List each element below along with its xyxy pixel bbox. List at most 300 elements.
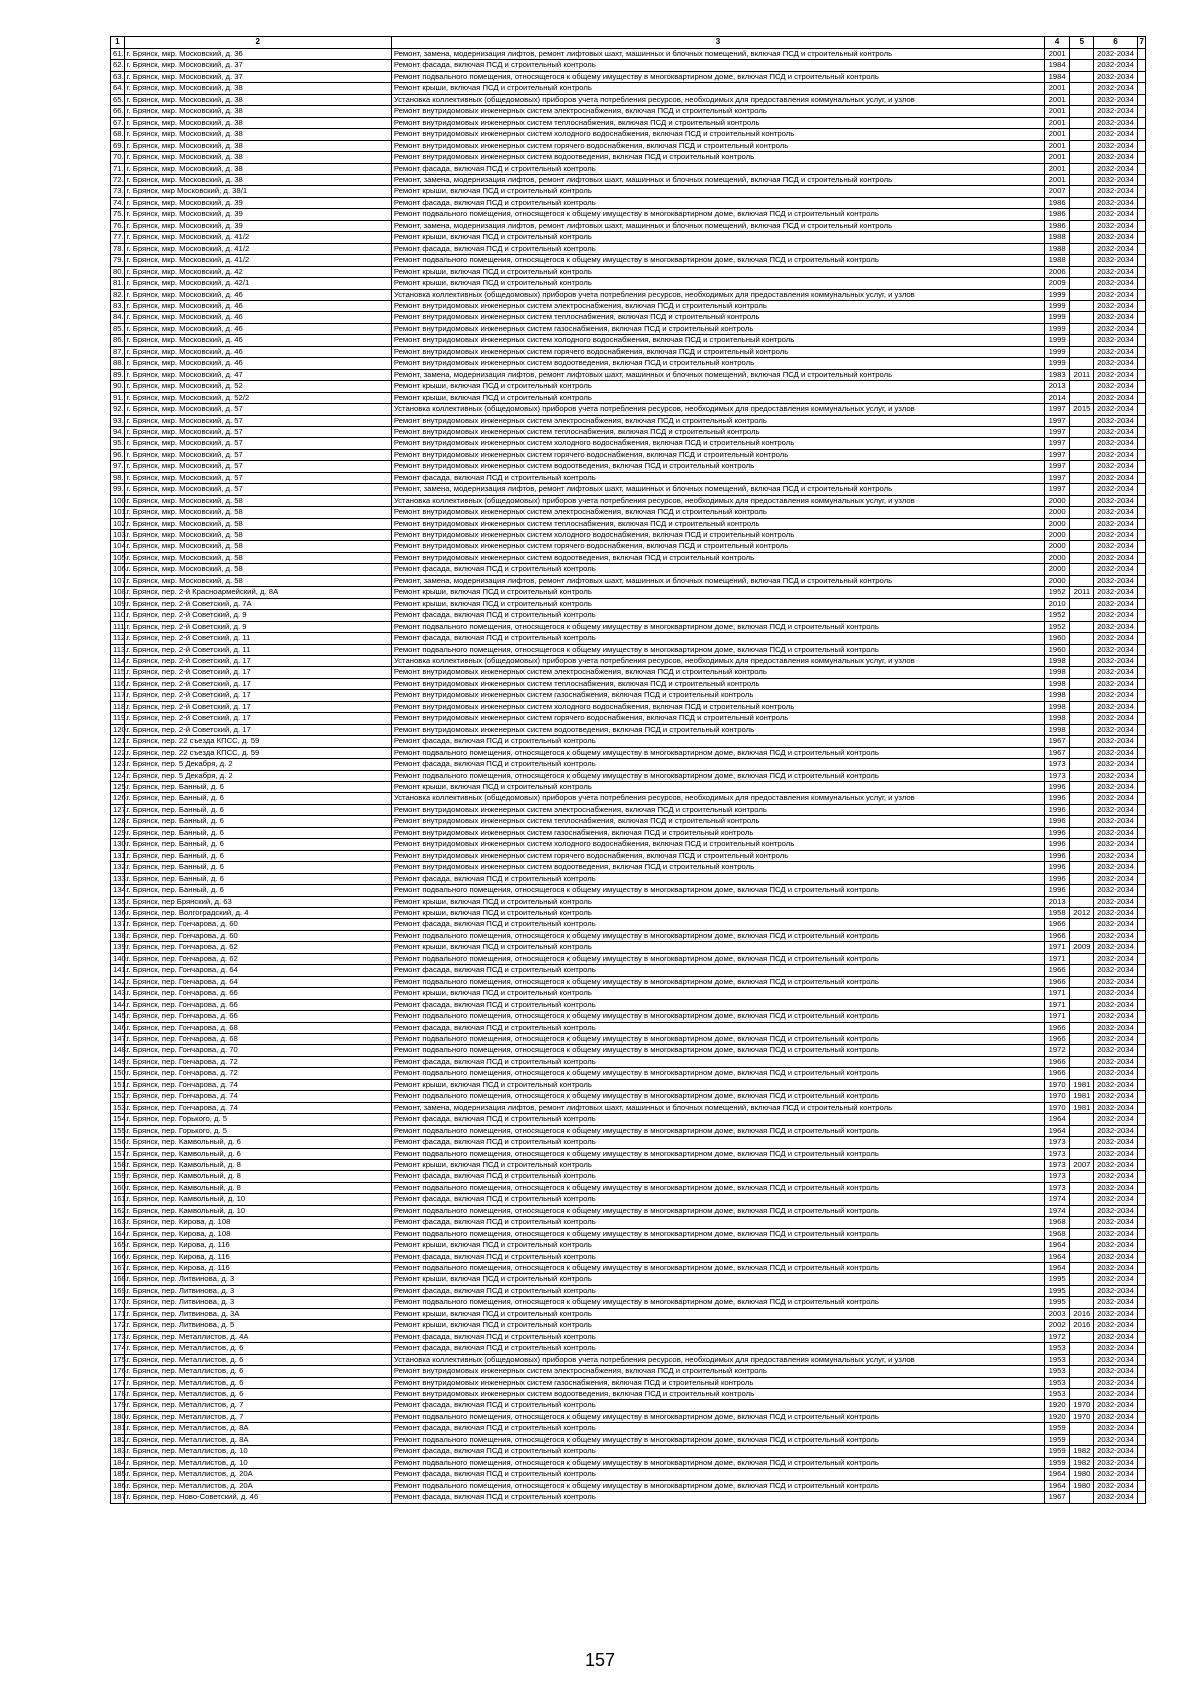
year-built-cell: 1995 [1045, 1297, 1070, 1308]
note-cell [1137, 678, 1145, 689]
last-repair-year-cell: 2011 [1070, 587, 1094, 598]
year-built-cell: 1998 [1045, 667, 1070, 678]
work-type-cell: Ремонт фасада, включая ПСД и строительный контроль [391, 736, 1044, 747]
work-type-cell: Ремонт подвального помещения, относящегося к общему имуществу в многоквартирном доме, включая ПСД и строительный контроль [391, 1434, 1044, 1445]
work-type-cell: Ремонт подвального помещения, относящегося к общему имуществу в многоквартирном доме, включая ПСД и строительный контроль [391, 71, 1044, 82]
note-cell [1137, 1011, 1145, 1022]
note-cell [1137, 266, 1145, 277]
planned-period-cell: 2032-2034 [1094, 1137, 1137, 1148]
address-cell: г. Брянск, пер. Банный, д. 6 [124, 862, 391, 873]
last-repair-year-cell [1070, 186, 1094, 197]
year-built-cell: 2001 [1045, 174, 1070, 185]
note-cell [1137, 976, 1145, 987]
address-cell: г. Брянск, пер. Камвольный, д. 6 [124, 1137, 391, 1148]
note-cell [1137, 942, 1145, 953]
note-cell [1137, 358, 1145, 369]
table-row [111, 827, 1146, 838]
year-built-cell: 1971 [1045, 999, 1070, 1010]
last-repair-year-cell [1070, 667, 1094, 678]
address-cell: г. Брянск, пер. 2-й Советский, д. 9 [124, 621, 391, 632]
row-number-cell: 110. [111, 610, 125, 621]
row-number-cell: 98. [111, 472, 125, 483]
table-row [111, 1457, 1146, 1468]
note-cell [1137, 71, 1145, 82]
note-cell [1137, 140, 1145, 151]
last-repair-year-cell [1070, 1366, 1094, 1377]
year-built-cell: 1966 [1045, 1068, 1070, 1079]
row-number-cell: 90. [111, 381, 125, 392]
address-cell: г. Брянск, пер. Гончарова, д. 74 [124, 1091, 391, 1102]
work-type-cell: Ремонт крыши, включая ПСД и строительный контроль [391, 392, 1044, 403]
planned-period-cell: 2032-2034 [1094, 965, 1137, 976]
note-cell [1137, 152, 1145, 163]
work-type-cell: Ремонт внутридомовых инженерных систем водоотведения, включая ПСД и строительный контроль [391, 862, 1044, 873]
planned-period-cell: 2032-2034 [1094, 1285, 1137, 1296]
planned-period-cell: 2032-2034 [1094, 449, 1137, 460]
planned-period-cell: 2032-2034 [1094, 610, 1137, 621]
year-built-cell: 2000 [1045, 575, 1070, 586]
year-built-cell: 1974 [1045, 1194, 1070, 1205]
note-cell [1137, 346, 1145, 357]
year-built-cell: 2001 [1045, 49, 1070, 60]
planned-period-cell: 2032-2034 [1094, 140, 1137, 151]
work-type-cell: Ремонт крыши, включая ПСД и строительный контроль [391, 1079, 1044, 1090]
note-cell [1137, 793, 1145, 804]
planned-period-cell: 2032-2034 [1094, 953, 1137, 964]
address-cell: г. Брянск, пер. Камвольный, д. 10 [124, 1194, 391, 1205]
planned-period-cell: 2032-2034 [1094, 1263, 1137, 1274]
planned-period-cell: 2032-2034 [1094, 839, 1137, 850]
year-built-cell: 1996 [1045, 793, 1070, 804]
work-type-cell: Ремонт подвального помещения, относящегося к общему имуществу в многоквартирном доме, включая ПСД и строительный контроль [391, 930, 1044, 941]
planned-period-cell: 2032-2034 [1094, 976, 1137, 987]
table-row [111, 1240, 1146, 1251]
address-cell: г. Брянск, пер. 2-й Советский, д. 17 [124, 701, 391, 712]
work-type-cell: Ремонт внутридомовых инженерных систем водоотведения, включая ПСД и строительный контроль [391, 358, 1044, 369]
planned-period-cell: 2032-2034 [1094, 404, 1137, 415]
year-built-cell: 2000 [1045, 530, 1070, 541]
last-repair-year-cell [1070, 495, 1094, 506]
last-repair-year-cell [1070, 381, 1094, 392]
address-cell: г. Брянск, мкр. Московский, д. 36 [124, 49, 391, 60]
address-cell: г. Брянск, мкр. Московский, д. 39 [124, 209, 391, 220]
table-row [111, 1492, 1146, 1503]
last-repair-year-cell [1070, 598, 1094, 609]
year-built-cell: 1998 [1045, 713, 1070, 724]
address-cell: г. Брянск, пер. Кирова, д. 108 [124, 1228, 391, 1239]
address-cell: г. Брянск, мкр. Московский, д. 38 [124, 117, 391, 128]
last-repair-year-cell [1070, 1194, 1094, 1205]
last-repair-year-cell [1070, 1251, 1094, 1262]
year-built-cell: 1999 [1045, 312, 1070, 323]
note-cell [1137, 988, 1145, 999]
year-built-cell: 2003 [1045, 1308, 1070, 1319]
table-row [111, 1308, 1146, 1319]
year-built-cell: 2000 [1045, 552, 1070, 563]
work-type-cell: Ремонт крыши, включая ПСД и строительный контроль [391, 278, 1044, 289]
table-row [111, 278, 1146, 289]
work-type-cell: Ремонт внутридомовых инженерных систем электроснабжения, включая ПСД и строительный контроль [391, 804, 1044, 815]
work-type-cell: Ремонт крыши, включая ПСД и строительный контроль [391, 1240, 1044, 1251]
planned-period-cell: 2032-2034 [1094, 1354, 1137, 1365]
table-row [111, 587, 1146, 598]
last-repair-year-cell: 2015 [1070, 404, 1094, 415]
work-type-cell: Ремонт подвального помещения, относящегося к общему имуществу в многоквартирном доме, включая ПСД и строительный контроль [391, 953, 1044, 964]
planned-period-cell: 2032-2034 [1094, 71, 1137, 82]
work-type-cell: Ремонт внутридомовых инженерных систем газоснабжения, включая ПСД и строительный контроль [391, 827, 1044, 838]
table-row [111, 885, 1146, 896]
work-type-cell: Ремонт внутридомовых инженерных систем газоснабжения, включая ПСД и строительный контроль [391, 690, 1044, 701]
note-cell [1137, 312, 1145, 323]
last-repair-year-cell [1070, 461, 1094, 472]
work-type-cell: Установка коллективных (общедомовых) приборов учета потребления ресурсов, необходимых для предоставления коммунальных услуг, и узлов [391, 94, 1044, 105]
header-cell-7: 7 [1137, 37, 1145, 49]
note-cell [1137, 747, 1145, 758]
last-repair-year-cell: 1982 [1070, 1446, 1094, 1457]
work-type-cell: Установка коллективных (общедомовых) приборов учета потребления ресурсов, необходимых для предоставления коммунальных услуг, и узлов [391, 404, 1044, 415]
table-row [111, 415, 1146, 426]
year-built-cell: 1973 [1045, 1159, 1070, 1170]
note-cell [1137, 117, 1145, 128]
address-cell: г. Брянск, пер. Гончарова, д. 66 [124, 1011, 391, 1022]
work-type-cell: Ремонт подвального помещения, относящегося к общему имуществу в многоквартирном доме, включая ПСД и строительный контроль [391, 1091, 1044, 1102]
note-cell [1137, 530, 1145, 541]
table-row [111, 117, 1146, 128]
year-built-cell: 1964 [1045, 1251, 1070, 1262]
last-repair-year-cell [1070, 1343, 1094, 1354]
year-built-cell: 1920 [1045, 1411, 1070, 1422]
note-cell [1137, 1125, 1145, 1136]
planned-period-cell: 2032-2034 [1094, 907, 1137, 918]
note-cell [1137, 1297, 1145, 1308]
year-built-cell: 1998 [1045, 690, 1070, 701]
row-number-cell: 113. [111, 644, 125, 655]
table-row [111, 564, 1146, 575]
planned-period-cell: 2032-2034 [1094, 312, 1137, 323]
year-built-cell: 1968 [1045, 1228, 1070, 1239]
work-type-cell: Ремонт крыши, включая ПСД и строительный контроль [391, 381, 1044, 392]
page-number: 157 [584, 1650, 616, 1670]
planned-period-cell: 2032-2034 [1094, 232, 1137, 243]
address-cell: г. Брянск, пер. Гончарова, д. 68 [124, 1033, 391, 1044]
note-cell [1137, 1045, 1145, 1056]
planned-period-cell: 2032-2034 [1094, 1251, 1137, 1262]
year-built-cell: 1997 [1045, 472, 1070, 483]
planned-period-cell: 2032-2034 [1094, 598, 1137, 609]
table-row [111, 530, 1146, 541]
last-repair-year-cell: 1981 [1070, 1091, 1094, 1102]
table-row [111, 610, 1146, 621]
table-row [111, 1366, 1146, 1377]
row-number-cell: 127. [111, 804, 125, 815]
row-number-cell: 164. [111, 1228, 125, 1239]
address-cell: г. Брянск, мкр. Московский, д. 57 [124, 449, 391, 460]
address-cell: г. Брянск, пер. Банный, д. 6 [124, 850, 391, 861]
work-type-cell: Ремонт внутридомовых инженерных систем теплоснабжения, включая ПСД и строительный контроль [391, 518, 1044, 529]
address-cell: г. Брянск, мкр. Московский, д. 57 [124, 461, 391, 472]
note-cell [1137, 278, 1145, 289]
planned-period-cell: 2032-2034 [1094, 1343, 1137, 1354]
work-type-cell: Ремонт фасада, включая ПСД и строительный контроль [391, 1114, 1044, 1125]
row-number-cell: 152. [111, 1091, 125, 1102]
work-type-cell: Ремонт подвального помещения, относящегося к общему имуществу в многоквартирном доме, включая ПСД и строительный контроль [391, 770, 1044, 781]
note-cell [1137, 1389, 1145, 1400]
last-repair-year-cell [1070, 1148, 1094, 1159]
row-number-cell: 61. [111, 49, 125, 60]
last-repair-year-cell [1070, 1331, 1094, 1342]
last-repair-year-cell [1070, 94, 1094, 105]
last-repair-year-cell [1070, 827, 1094, 838]
year-built-cell: 1996 [1045, 862, 1070, 873]
table-row [111, 106, 1146, 117]
address-cell: г. Брянск, пер. Металлистов, д. 8А [124, 1423, 391, 1434]
note-cell [1137, 415, 1145, 426]
table-row [111, 369, 1146, 380]
planned-period-cell: 2032-2034 [1094, 1217, 1137, 1228]
work-type-cell: Ремонт подвального помещения, относящегося к общему имуществу в многоквартирном доме, включая ПСД и строительный контроль [391, 1125, 1044, 1136]
note-cell [1137, 1400, 1145, 1411]
last-repair-year-cell [1070, 243, 1094, 254]
table-row [111, 232, 1146, 243]
year-built-cell: 1998 [1045, 724, 1070, 735]
last-repair-year-cell [1070, 346, 1094, 357]
last-repair-year-cell [1070, 530, 1094, 541]
address-cell: г. Брянск, мкр. Московский, д. 46 [124, 346, 391, 357]
note-cell [1137, 862, 1145, 873]
work-type-cell: Ремонт внутридомовых инженерных систем электроснабжения, включая ПСД и строительный контроль [391, 667, 1044, 678]
row-number-cell: 85. [111, 323, 125, 334]
address-cell: г. Брянск, пер. Кирова, д. 116 [124, 1240, 391, 1251]
address-cell: г. Брянск, пер. 22 съезда КПСС, д. 59 [124, 747, 391, 758]
row-number-cell: 81. [111, 278, 125, 289]
note-cell [1137, 839, 1145, 850]
address-cell: г. Брянск, пер. 2-й Советский, д. 17 [124, 656, 391, 667]
work-type-cell: Ремонт подвального помещения, относящегося к общему имуществу в многоквартирном доме, включая ПСД и строительный контроль [391, 1068, 1044, 1079]
work-type-cell: Установка коллективных (общедомовых) приборов учета потребления ресурсов, необходимых для предоставления коммунальных услуг, и узлов [391, 656, 1044, 667]
last-repair-year-cell [1070, 701, 1094, 712]
year-built-cell: 1988 [1045, 232, 1070, 243]
address-cell: г. Брянск, мкр. Московский, д. 38 [124, 94, 391, 105]
row-number-cell: 133. [111, 873, 125, 884]
planned-period-cell: 2032-2034 [1094, 289, 1137, 300]
address-cell: г. Брянск, пер. Гончарова, д. 74 [124, 1079, 391, 1090]
planned-period-cell: 2032-2034 [1094, 575, 1137, 586]
year-built-cell: 1971 [1045, 1011, 1070, 1022]
work-type-cell: Ремонт фасада, включая ПСД и строительный контроль [391, 1285, 1044, 1296]
year-built-cell: 1964 [1045, 1263, 1070, 1274]
note-cell [1137, 404, 1145, 415]
row-number-cell: 102. [111, 518, 125, 529]
address-cell: г. Брянск, пер. 5 Декабря, д. 2 [124, 770, 391, 781]
year-built-cell: 1995 [1045, 1274, 1070, 1285]
last-repair-year-cell [1070, 266, 1094, 277]
work-type-cell: Ремонт крыши, включая ПСД и строительный контроль [391, 232, 1044, 243]
last-repair-year-cell: 1970 [1070, 1411, 1094, 1422]
note-cell [1137, 289, 1145, 300]
table-row [111, 816, 1146, 827]
planned-period-cell: 2032-2034 [1094, 896, 1137, 907]
year-built-cell: 1973 [1045, 1182, 1070, 1193]
note-cell [1137, 1480, 1145, 1491]
address-cell: г. Брянск, мкр. Московский, д. 37 [124, 71, 391, 82]
table-row [111, 736, 1146, 747]
row-number-cell: 87. [111, 346, 125, 357]
last-repair-year-cell: 2012 [1070, 907, 1094, 918]
year-built-cell: 2002 [1045, 1320, 1070, 1331]
table-row [111, 472, 1146, 483]
work-type-cell: Ремонт крыши, включая ПСД и строительный контроль [391, 782, 1044, 793]
planned-period-cell: 2032-2034 [1094, 747, 1137, 758]
planned-period-cell: 2032-2034 [1094, 415, 1137, 426]
work-type-cell: Ремонт подвального помещения, относящегося к общему имуществу в многоквартирном доме, включая ПСД и строительный контроль [391, 1045, 1044, 1056]
year-built-cell: 1999 [1045, 346, 1070, 357]
year-built-cell: 2000 [1045, 518, 1070, 529]
planned-period-cell: 2032-2034 [1094, 49, 1137, 60]
work-type-cell: Ремонт внутридомовых инженерных систем газоснабжения, включая ПСД и строительный контроль [391, 1377, 1044, 1388]
address-cell: г. Брянск, пер. Камвольный, д. 8 [124, 1171, 391, 1182]
address-cell: г. Брянск, пер. Банный, д. 6 [124, 827, 391, 838]
planned-period-cell: 2032-2034 [1094, 644, 1137, 655]
last-repair-year-cell [1070, 1274, 1094, 1285]
planned-period-cell: 2032-2034 [1094, 426, 1137, 437]
row-number-cell: 94. [111, 426, 125, 437]
planned-period-cell: 2032-2034 [1094, 335, 1137, 346]
work-type-cell: Ремонт крыши, включая ПСД и строительный контроль [391, 186, 1044, 197]
address-cell: г. Брянск, мкр. Московский, д. 38 [124, 140, 391, 151]
year-built-cell: 1996 [1045, 850, 1070, 861]
table-row [111, 850, 1146, 861]
row-number-cell: 150. [111, 1068, 125, 1079]
row-number-cell: 139. [111, 942, 125, 953]
table-row [111, 1114, 1146, 1125]
year-built-cell: 1959 [1045, 1446, 1070, 1457]
row-number-cell: 174. [111, 1343, 125, 1354]
work-type-cell: Ремонт внутридомовых инженерных систем холодного водоснабжения, включая ПСД и строительный контроль [391, 438, 1044, 449]
address-cell: г. Брянск, мкр. Московский, д. 57 [124, 426, 391, 437]
address-cell: г. Брянск, пер. Металлистов, д. 20А [124, 1469, 391, 1480]
row-number-cell: 141. [111, 965, 125, 976]
planned-period-cell: 2032-2034 [1094, 358, 1137, 369]
last-repair-year-cell [1070, 678, 1094, 689]
planned-period-cell: 2032-2034 [1094, 129, 1137, 140]
work-type-cell: Ремонт крыши, включая ПСД и строительный контроль [391, 1159, 1044, 1170]
address-cell: г. Брянск, мкр. Московский, д. 57 [124, 404, 391, 415]
note-cell [1137, 1343, 1145, 1354]
work-type-cell: Ремонт крыши, включая ПСД и строительный контроль [391, 83, 1044, 94]
table-body [111, 49, 1146, 1504]
planned-period-cell: 2032-2034 [1094, 999, 1137, 1010]
planned-period-cell: 2032-2034 [1094, 804, 1137, 815]
note-cell [1137, 816, 1145, 827]
work-type-cell: Ремонт внутридомовых инженерных систем водоотведения, включая ПСД и строительный контроль [391, 1389, 1044, 1400]
year-built-cell: 2000 [1045, 564, 1070, 575]
note-cell [1137, 690, 1145, 701]
planned-period-cell: 2032-2034 [1094, 1297, 1137, 1308]
planned-period-cell: 2032-2034 [1094, 1114, 1137, 1125]
address-cell: г. Брянск, пер. Гончарова, д. 66 [124, 988, 391, 999]
row-number-cell: 108. [111, 587, 125, 598]
work-type-cell: Ремонт внутридомовых инженерных систем теплоснабжения, включая ПСД и строительный контроль [391, 426, 1044, 437]
work-type-cell: Ремонт подвального помещения, относящегося к общему имуществу в многоквартирном доме, включая ПСД и строительный контроль [391, 1182, 1044, 1193]
note-cell [1137, 667, 1145, 678]
table-row [111, 598, 1146, 609]
year-built-cell: 1973 [1045, 1171, 1070, 1182]
row-number-cell: 151. [111, 1079, 125, 1090]
note-cell [1137, 495, 1145, 506]
year-built-cell: 2000 [1045, 495, 1070, 506]
year-built-cell: 1999 [1045, 323, 1070, 334]
work-type-cell: Ремонт фасада, включая ПСД и строительный контроль [391, 873, 1044, 884]
row-number-cell: 166. [111, 1251, 125, 1262]
note-cell [1137, 587, 1145, 598]
work-type-cell: Ремонт внутридомовых инженерных систем электроснабжения, включая ПСД и строительный контроль [391, 415, 1044, 426]
note-cell [1137, 381, 1145, 392]
table-row [111, 1091, 1146, 1102]
row-number-cell: 126. [111, 793, 125, 804]
table-row [111, 1102, 1146, 1113]
address-cell: г. Брянск, пер. Металлистов, д. 6 [124, 1354, 391, 1365]
planned-period-cell: 2032-2034 [1094, 1171, 1137, 1182]
planned-period-cell: 2032-2034 [1094, 174, 1137, 185]
row-number-cell: 184. [111, 1457, 125, 1468]
year-built-cell: 1959 [1045, 1423, 1070, 1434]
work-type-cell: Ремонт фасада, включая ПСД и строительный контроль [391, 1056, 1044, 1067]
table-row [111, 953, 1146, 964]
row-number-cell: 122. [111, 747, 125, 758]
year-built-cell: 2013 [1045, 381, 1070, 392]
planned-period-cell: 2032-2034 [1094, 1148, 1137, 1159]
table-row [111, 461, 1146, 472]
work-type-cell: Ремонт фасада, включая ПСД и строительный контроль [391, 633, 1044, 644]
year-built-cell: 1953 [1045, 1377, 1070, 1388]
last-repair-year-cell [1070, 1137, 1094, 1148]
planned-period-cell: 2032-2034 [1094, 1480, 1137, 1491]
last-repair-year-cell: 2007 [1070, 1159, 1094, 1170]
address-cell: г. Брянск, мкр. Московский, д. 38 [124, 152, 391, 163]
last-repair-year-cell [1070, 232, 1094, 243]
address-cell: г. Брянск, пер. Металлистов, д. 4А [124, 1331, 391, 1342]
year-built-cell: 2001 [1045, 152, 1070, 163]
planned-period-cell: 2032-2034 [1094, 701, 1137, 712]
work-type-cell: Ремонт внутридомовых инженерных систем горячего водоснабжения, включая ПСД и строительный контроль [391, 140, 1044, 151]
address-cell: г. Брянск, мкр. Московский, д. 41/2 [124, 232, 391, 243]
planned-period-cell: 2032-2034 [1094, 1068, 1137, 1079]
work-type-cell: Ремонт внутридомовых инженерных систем холодного водоснабжения, включая ПСД и строительный контроль [391, 839, 1044, 850]
note-cell [1137, 552, 1145, 563]
work-type-cell: Ремонт подвального помещения, относящегося к общему имуществу в многоквартирном доме, включая ПСД и строительный контроль [391, 1033, 1044, 1044]
note-cell [1137, 163, 1145, 174]
note-cell [1137, 873, 1145, 884]
work-type-cell: Ремонт подвального помещения, относящегося к общему имуществу в многоквартирном доме, включая ПСД и строительный контроль [391, 1011, 1044, 1022]
row-number-cell: 145. [111, 1011, 125, 1022]
table-row [111, 919, 1146, 930]
year-built-cell: 1966 [1045, 1033, 1070, 1044]
row-number-cell: 76. [111, 220, 125, 231]
note-cell [1137, 1331, 1145, 1342]
year-built-cell: 1970 [1045, 1102, 1070, 1113]
address-cell: г. Брянск, пер. Металлистов, д. 6 [124, 1343, 391, 1354]
year-built-cell: 1996 [1045, 885, 1070, 896]
last-repair-year-cell [1070, 1377, 1094, 1388]
last-repair-year-cell [1070, 919, 1094, 930]
year-built-cell: 1996 [1045, 873, 1070, 884]
year-built-cell: 1986 [1045, 209, 1070, 220]
note-cell [1137, 129, 1145, 140]
last-repair-year-cell [1070, 335, 1094, 346]
planned-period-cell: 2032-2034 [1094, 1033, 1137, 1044]
year-built-cell: 1920 [1045, 1400, 1070, 1411]
year-built-cell: 1997 [1045, 415, 1070, 426]
